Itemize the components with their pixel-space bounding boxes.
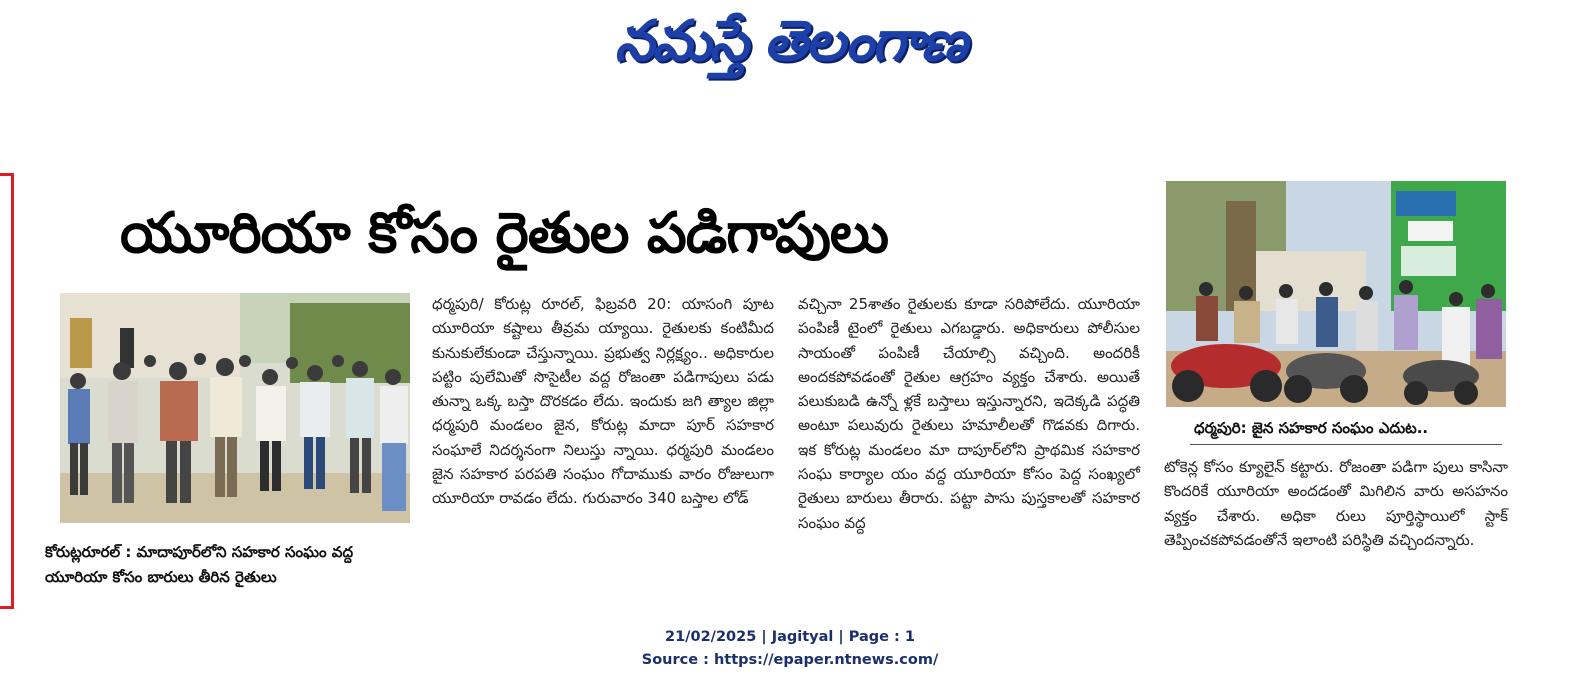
page-footer <box>590 626 990 672</box>
cooperative-society-photo <box>1166 181 1506 407</box>
article-headline: యూరియా కోసం రైతుల పడిగాపులు <box>120 201 888 266</box>
column-1-text: ధర్మపురి/ కోరుట్ల రూరల్, ఫిబ్రవరి 20: యాసంగి పూట యూరియా కష్టాలు తీవ్రమ య్యాయి. రైతులకు కంటిమీద కునుకులేకుండా చేస్తున్నాయి. ప్రభుత్వ నిర్లక్ష్యం.. అధికారుల పట్టిం పులేమితో సొసైటీల వద్ద రోజంతా పడిగాపులు పడు తున్నా ఒక్క బస్తా దొరకడం లేదు. ఇందుకు జగి త్యాల జిల్లా ధర్మపురి మండలం జైన, కోరుట్ల మాదా పూర్ సహకార సంఘాలే నిదర్శనంగా నిలుస్తు న్నాయి. ధర్మపురి మండలం జైన సహకార పరపతి సంఘం గోదాముకు వారం రోజులుగా యూరియా రావడం లేదు. గురువారం 340 బస్తాల లోడ్ <box>432 295 774 508</box>
footer-date-line: 21/02/2025 | Jagityal | Page : 1 <box>665 629 915 645</box>
left-photo-caption: కోరుట్లరూరల్ : మాదాపూర్‌లోని సహకార సంఘం వద్ద యూరియా కోసం బారులు తీరిన రైతులు <box>45 543 354 586</box>
column-3-text: టోకెన్ల కోసం క్యూలైన్ కట్టారు. రోజంతా పడిగా పులు కాసినా కొందరికే యూరియా అందడంతో మిగిలిన వారు అసహనం వ్యక్తం చేశారు. అధికా రులు పూర్తిస్థాయిలో స్టాక్ తెప్పించకపోవడంతోనే ఇలాంటి పరిస్థితి వచ్చిందన్నారు. <box>1164 458 1508 549</box>
caption-divider <box>1190 444 1502 445</box>
footer-source-line: Source : https://epaper.ntnews.com/ <box>641 652 939 668</box>
newspaper-masthead: నమస్తే తెలంగాణ <box>614 9 966 74</box>
article-column-2 <box>798 292 1140 610</box>
accent-bracket <box>0 173 14 609</box>
article-column-3 <box>1164 455 1508 605</box>
column-2-text: వచ్చినా 25శాతం రైతులకు కూడా సరిపోలేదు. యూరియా పంపిణీ టైంలో రైతులు ఎగబడ్డారు. అధికారులు పోలీసుల సాయంతో పంపిణీ చేయాల్సి వచ్చింది. అందరికీ అందకపోవడంతో రైతుల ఆగ్రహం వ్యక్తం చేశారు. అయితే పలుకుబడి ఉన్నో ళ్లకే బస్తాలు ఇస్తున్నారని, ఇదెక్కడి పద్ధతి అంటూ పలువురు రైతులు హమాలీలతో గొడవకు దిగారు. ఇక కోరుట్ల మండలం మా దాపూర్‌లోని ప్రాథమిక సహకార సంఘ కార్యాల యం వద్ద యూరియా కోసం పెద్ద సంఖ్యలో రైతులు బారులు తీరారు. పట్టా పాసు పుస్తకాలతో సహకార సంఘం వద్ద <box>798 295 1140 532</box>
farmers-queue-photo <box>60 293 410 523</box>
right-photo-caption: ధర్మపురి: జైన సహకార సంఘం ఎదుట.. <box>1194 419 1429 437</box>
article-column-1 <box>432 292 774 592</box>
